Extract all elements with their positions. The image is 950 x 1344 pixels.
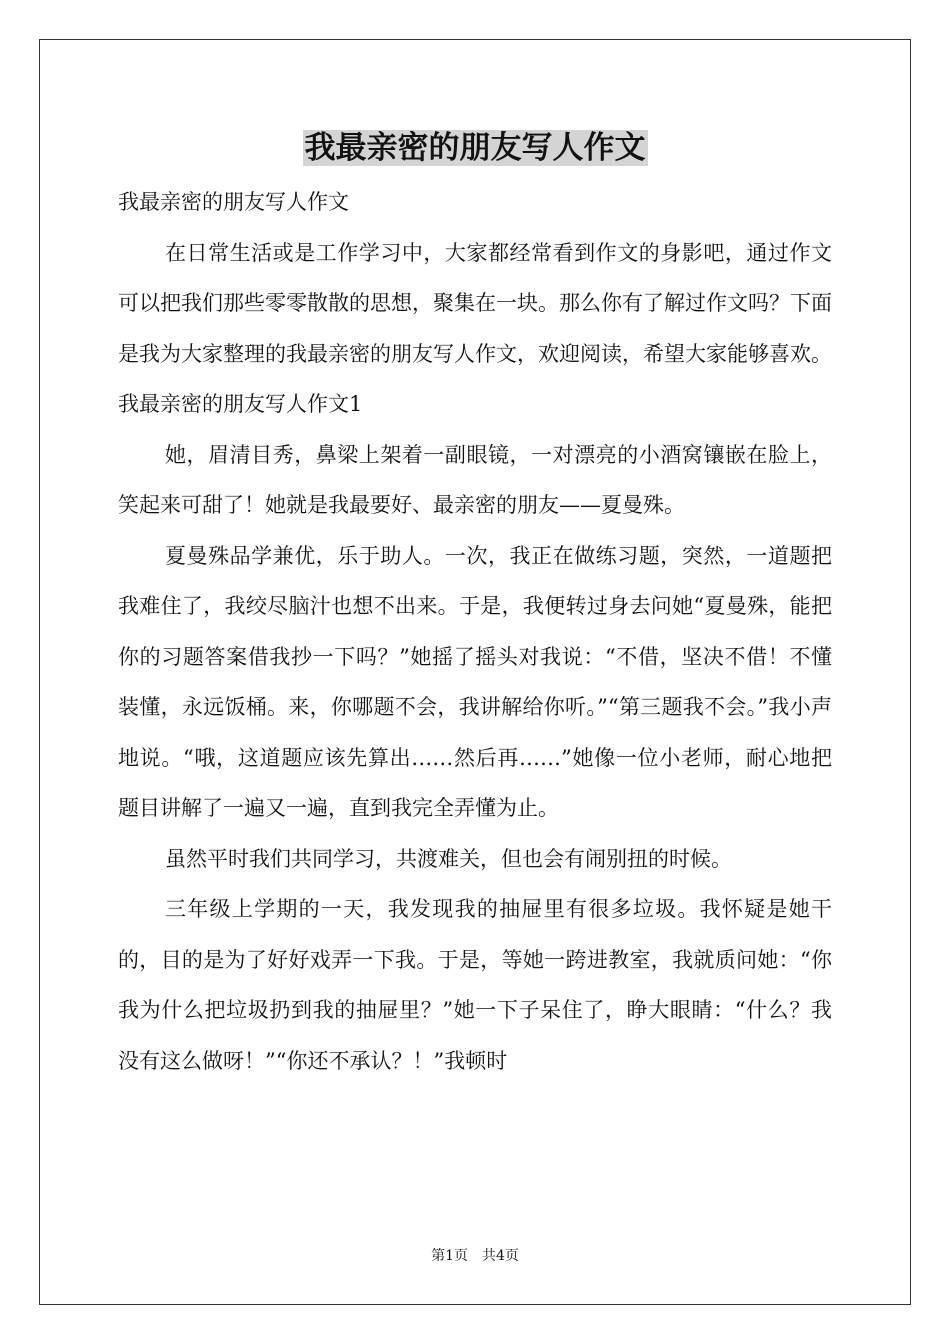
paragraph: 她，眉清目秀，鼻梁上架着一副眼镜，一对漂亮的小酒窝镶嵌在脸上，笑起来可甜了！她就是我最要好、最亲密的朋友——夏曼殊。 (118, 442, 832, 517)
paragraph: 在日常生活或是工作学习中，大家都经常看到作文的身影吧，通过作文可以把我们那些零零散散的思想，聚集在一块。那么你有了解过作文吗？下面是我为大家整理的我最亲密的朋友写人作文，欢迎阅读，希望大家能够喜欢。 (118, 240, 832, 366)
paragraph: 虽然平时我们共同学习，共渡难关，但也会有闹别扭的时候。 (165, 846, 732, 871)
paragraph: 三年级上学期的一天，我发现我的抽屉里有很多垃圾。我怀疑是她干的，目的是为了好好戏弄一下我。于是，等她一跨进教室，我就质问她：“你我为什么把垃圾扔到我的抽屉里？”她一下子呆住了，睁大眼睛：“什么？我没有这么做呀！”“你还不承认？！”我顿时 (118, 897, 832, 1073)
document-title (0, 126, 950, 170)
paragraph: 我最亲密的朋友写人作文1 (118, 392, 363, 416)
paragraph: 夏曼殊品学兼优，乐于助人。一次，我正在做练习题，突然，一道题把我难住了，我绞尽脑汁也想不出来。于是，我便转过身去问她“夏曼殊，能把你的习题答案借我抄一下吗？”她摇了摇头对我说：“不借，坚决不借！不懂装懂，永远饭桶。来，你哪题不会，我讲解给你听。”“第三题我不会。”我小声地说。“哦，这道题应该先算出……然后再……”她像一位小老师，耐心地把题目讲解了一遍又一遍，直到我完全弄懂为止。 (118, 543, 832, 820)
document-title-text: 我最亲密的朋友写人作文 (304, 130, 646, 166)
paragraph: 我最亲密的朋友写人作文 (118, 190, 349, 214)
page-footer: 第1页 共4页 (431, 1248, 519, 1264)
document-body (118, 177, 832, 1086)
